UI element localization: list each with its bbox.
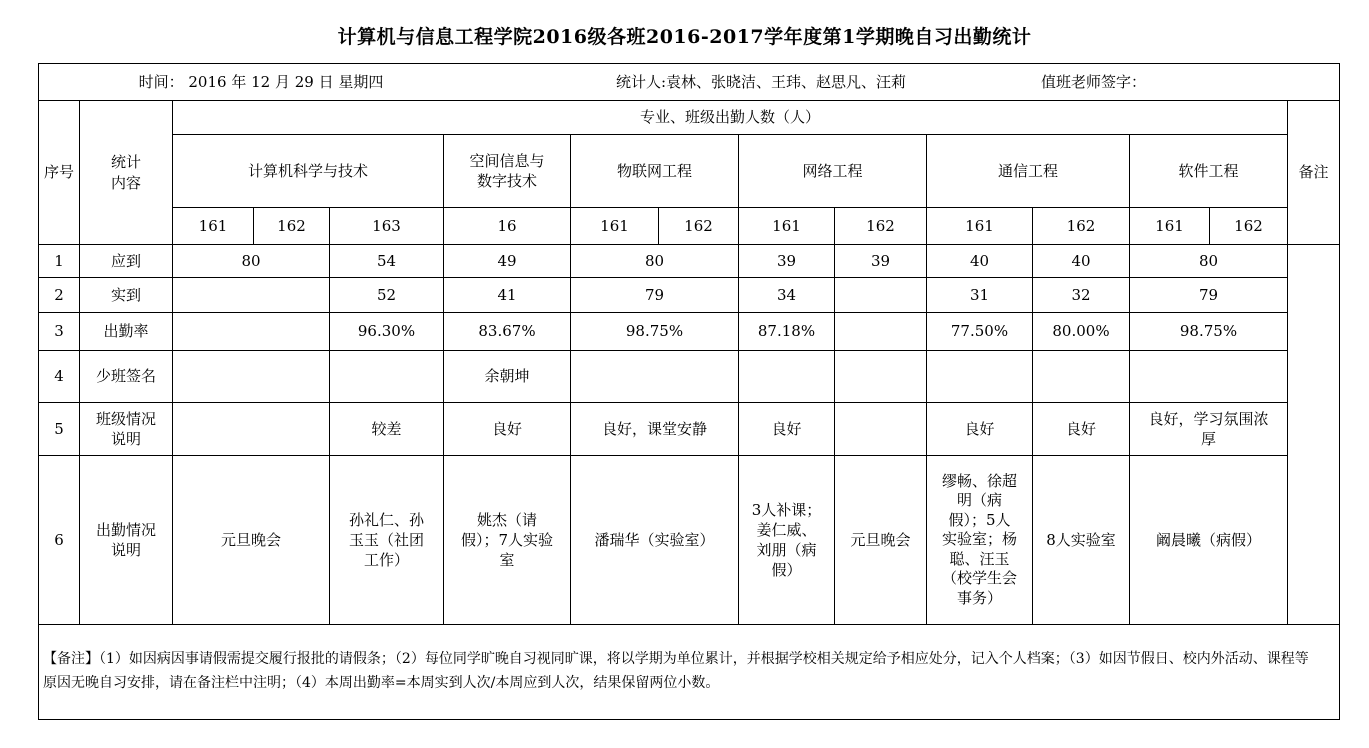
- row-label: 出勤率: [80, 313, 173, 351]
- table-row: [39, 313, 1340, 351]
- cell-iot: 潘瑞华（实验室）: [571, 456, 739, 625]
- class-row: [39, 208, 1340, 245]
- table-row: [39, 456, 1340, 625]
- cell-cs-161-162: [173, 351, 330, 403]
- row-no: 1: [39, 245, 80, 278]
- row-label: 实到: [80, 278, 173, 313]
- class-cell: 162: [1210, 208, 1288, 245]
- date-text: 时间： 2016 年 12 月 29 日 星期四: [138, 72, 384, 91]
- cell-spatial: 余朝坤: [444, 351, 571, 403]
- cell-net-161: 3人补课； 姜仁威、 刘朋（病 假）: [739, 456, 835, 625]
- major-spatial: 空间信息与 数字技术: [444, 135, 571, 208]
- remarks-cell: [1288, 245, 1340, 625]
- cell-cs-161-162: 元旦晚会: [173, 456, 330, 625]
- cell-comm-161: 缪畅、徐超 明（病 假）；5人 实验室；杨 聪、汪玉 （校学生会 事务）: [927, 456, 1033, 625]
- cell-comm-161: [927, 351, 1033, 403]
- cell-se: 98.75%: [1130, 313, 1288, 351]
- class-cell: 161: [173, 208, 254, 245]
- cell-cs-161-162: [173, 313, 330, 351]
- cell-spatial: 姚杰（请 假）；7人实验 室: [444, 456, 571, 625]
- cell-comm-162: [1033, 351, 1130, 403]
- header-group: 专业、班级出勤人数（人）: [173, 101, 1288, 135]
- row-label: 应到: [80, 245, 173, 278]
- table-row: [39, 245, 1340, 278]
- class-cell: 162: [835, 208, 927, 245]
- cell-spatial: 49: [444, 245, 571, 278]
- stats-people-text: 统计人:袁林、张晓洁、王玮、赵思凡、汪莉: [615, 72, 907, 91]
- cell-spatial: 83.67%: [444, 313, 571, 351]
- cell-net-161: 34: [739, 278, 835, 313]
- cell-cs-163: 较差: [330, 403, 444, 456]
- cell-se: 80: [1130, 245, 1288, 278]
- cell-iot: 良好，课堂安静: [571, 403, 739, 456]
- major-se: 软件工程: [1130, 135, 1288, 208]
- class-cell: 162: [659, 208, 739, 245]
- class-cell: 161: [571, 208, 659, 245]
- cell-net-162: 元旦晚会: [835, 456, 927, 625]
- cell-comm-161: 77.50%: [927, 313, 1033, 351]
- cell-comm-162: 80.00%: [1033, 313, 1130, 351]
- cell-comm-161: 40: [927, 245, 1033, 278]
- cell-net-161: [739, 351, 835, 403]
- table-row: [39, 351, 1340, 403]
- teacher-sign-text: 值班老师签字：: [1041, 72, 1147, 91]
- header-content: 统计 内容: [80, 101, 173, 245]
- cell-cs-161-162: 80: [173, 245, 330, 278]
- row-no: 4: [39, 351, 80, 403]
- cell-se: 良好，学习氛围浓 厚: [1130, 403, 1288, 456]
- cell-cs-161-162: [173, 403, 330, 456]
- cell-cs-163: 52: [330, 278, 444, 313]
- row-label: 班级情况 说明: [80, 403, 173, 456]
- cell-comm-162: 40: [1033, 245, 1130, 278]
- info-bar: [39, 64, 1340, 101]
- class-cell: 161: [927, 208, 1033, 245]
- cell-net-162: [835, 351, 927, 403]
- cell-comm-162: 8人实验室: [1033, 456, 1130, 625]
- major-iot: 物联网工程: [571, 135, 739, 208]
- cell-comm-162: 良好: [1033, 403, 1130, 456]
- notes-text: 【备注】（1）如因病因事请假需提交履行报批的请假条；（2）每位同学旷晚自习视同旷课，将以学期为单位累计，并根据学校相关规定给予相应处分，记入个人档案；（3）如因节假日、校内外活动、课程等原因无晚自习安排，请在备注栏中注明；（4）本周出勤率=本周实到人次/本周应到人次，结果保留两位小数。: [39, 625, 1340, 720]
- cell-comm-161: 良好: [927, 403, 1033, 456]
- cell-se: 阚晨曦（病假）: [1130, 456, 1288, 625]
- row-no: 2: [39, 278, 80, 313]
- cell-cs-163: 54: [330, 245, 444, 278]
- major-cs: 计算机科学与技术: [173, 135, 444, 208]
- cell-cs-161-162: [173, 278, 330, 313]
- cell-spatial: 41: [444, 278, 571, 313]
- row-label: 少班签名: [80, 351, 173, 403]
- cell-iot: 98.75%: [571, 313, 739, 351]
- cell-net-162: [835, 403, 927, 456]
- major-net: 网络工程: [739, 135, 927, 208]
- cell-net-161: 39: [739, 245, 835, 278]
- major-comm: 通信工程: [927, 135, 1130, 208]
- cell-spatial: 良好: [444, 403, 571, 456]
- cell-cs-163: [330, 351, 444, 403]
- cell-net-162: [835, 313, 927, 351]
- cell-comm-161: 31: [927, 278, 1033, 313]
- header-remarks: 备注: [1288, 101, 1340, 245]
- cell-se: [1130, 351, 1288, 403]
- cell-net-162: [835, 278, 927, 313]
- row-no: 6: [39, 456, 80, 625]
- class-cell: 162: [1033, 208, 1130, 245]
- row-no: 5: [39, 403, 80, 456]
- class-cell: 163: [330, 208, 444, 245]
- cell-se: 79: [1130, 278, 1288, 313]
- cell-iot: [571, 351, 739, 403]
- table-row: [39, 403, 1340, 456]
- class-cell: 162: [254, 208, 330, 245]
- cell-iot: 80: [571, 245, 739, 278]
- cell-net-161: 87.18%: [739, 313, 835, 351]
- header-seq: 序号: [39, 101, 80, 245]
- cell-iot: 79: [571, 278, 739, 313]
- cell-comm-162: 32: [1033, 278, 1130, 313]
- cell-cs-163: 96.30%: [330, 313, 444, 351]
- cell-cs-163: 孙礼仁、孙 玉玉（社团 工作）: [330, 456, 444, 625]
- cell-net-162: 39: [835, 245, 927, 278]
- attendance-table: [38, 63, 1340, 720]
- cell-net-161: 良好: [739, 403, 835, 456]
- row-label: 出勤情况 说明: [80, 456, 173, 625]
- row-no: 3: [39, 313, 80, 351]
- class-cell: 161: [739, 208, 835, 245]
- class-cell: 161: [1130, 208, 1210, 245]
- class-cell: 16: [444, 208, 571, 245]
- page-title: 计算机与信息工程学院2016级各班2016-2017学年度第1学期晚自习出勤统计: [337, 26, 1032, 48]
- table-row: [39, 278, 1340, 313]
